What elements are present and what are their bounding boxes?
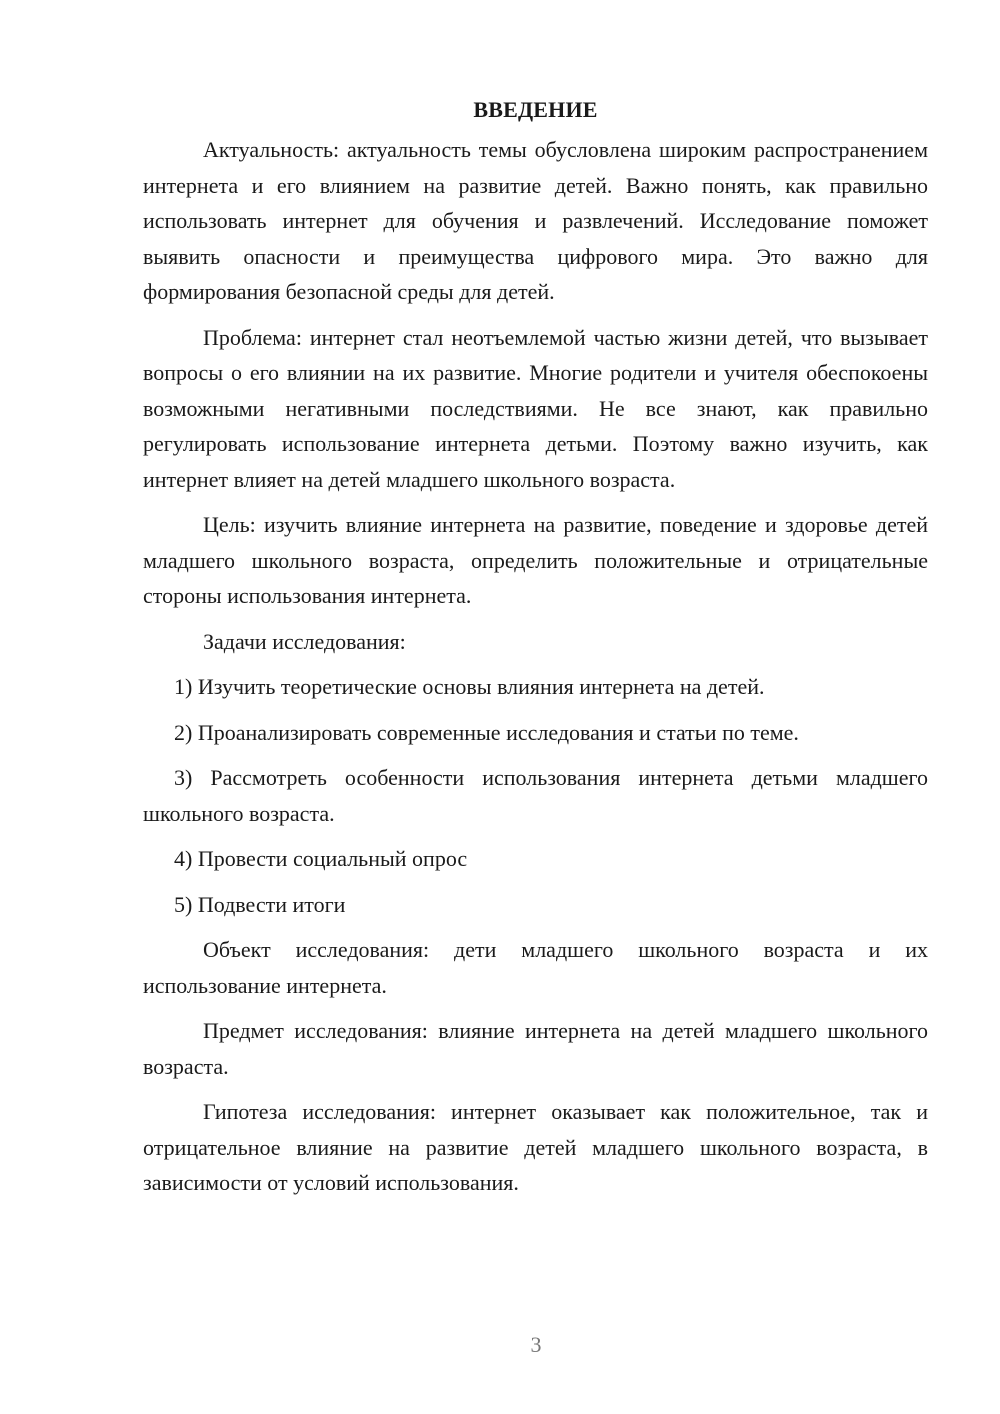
task-item-4: 4) Провести социальный опрос xyxy=(174,846,468,871)
task-item-1: 1) Изучить теоретические основы влияния интернета на детей. xyxy=(174,674,765,699)
tasks-heading: Задачи исследования: xyxy=(203,628,406,654)
document-page xyxy=(143,92,928,1211)
object-paragraph: Объект исследования: дети младшего школьного возраста и их использование интернета. xyxy=(143,937,928,998)
relevance-paragraph: Актуальность: актуальность темы обусловлена широким распространением интернета и его влиянием на развитие детей. Важно понять, как правильно использовать интернет для обучения и развлечений. Исследование поможет выявить опасности и преимущества цифрового мира. Это важно для формирования безопасной среды для детей. xyxy=(143,137,928,304)
problem-paragraph: Проблема: интернет стал неотъемлемой частью жизни детей, что вызывает вопросы о его влиянии на их развитие. Многие родители и учителя обеспокоены возможными негативными последствиями. Не все знают, как правильно регулировать использование интернета детьми. Поэтому важно изучить, как интернет влияет на детей младшего школьного возраста. xyxy=(143,324,928,492)
task-item-2: 2) Проанализировать современные исследования и статьи по теме. xyxy=(174,719,799,745)
task-item-5: 5) Подвести итоги xyxy=(174,891,346,917)
subject-paragraph: Предмет исследования: влияние интернета на детей младшего школьного возраста. xyxy=(143,1018,928,1079)
page-number: 3 xyxy=(530,1332,542,1357)
task-item-3: 3) Рассмотреть особенности использования интернета детьми младшего школьного возраста. xyxy=(143,765,928,826)
hypothesis-paragraph: Гипотеза исследования: интернет оказывает как положительное, так и отрицательное влияние на развитие детей младшего школьного возраста, в зависимости от условий использования. xyxy=(143,1099,928,1195)
page-title: ВВЕДЕНИЕ xyxy=(473,97,598,122)
goal-paragraph: Цель: изучить влияние интернета на развитие, поведение и здоровье детей младшего школьного возраста, определить положительные и отрицательные стороны использования интернета. xyxy=(143,512,928,608)
